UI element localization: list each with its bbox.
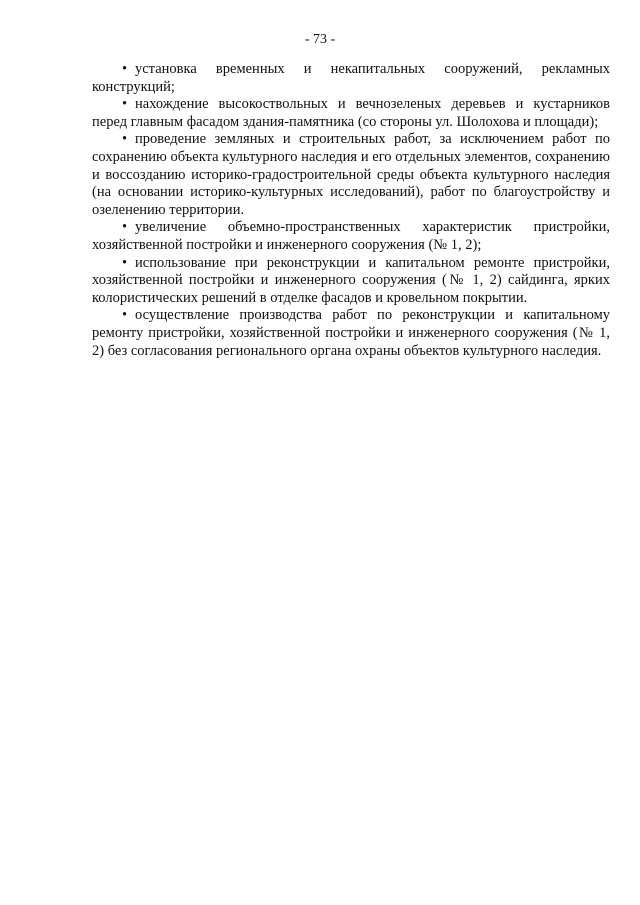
list-item <box>92 255 610 308</box>
bullet-icon: • <box>122 131 128 148</box>
list-item-text: установка временных и некапитальных сооружений, рекламных конструкций; <box>92 61 610 95</box>
list-item-text: осуществление производства работ по реконструкции и капитальному ремонту пристройки, хозяйственной постройки и инженерного сооружения (№ 1, 2) без согласования регионального органа охраны объектов культурного наследия. <box>92 307 610 359</box>
list-item-text: использование при реконструкции и капитальном ремонте пристройки, хозяйственной постройки и инженерного сооружения (№ 1, 2) сайдинга, ярких колористических решений в отделке фасадов и кровельном покрытии. <box>92 254 610 306</box>
list-item <box>92 131 610 219</box>
list-item <box>92 96 610 131</box>
bullet-icon: • <box>122 219 128 236</box>
list-item <box>92 219 610 254</box>
list-item-text: нахождение высокоствольных и вечнозеленых деревьев и кустарников перед главным фасадом здания-памятника (со стороны ул. Шолохова и площади); <box>92 96 610 130</box>
list-item-text: проведение земляных и строительных работ, за исключением работ по сохранению объекта культурного наследия и его отдельных элементов, сохранению и воссозданию историко-градостроительной среды объекта культурного наследия (на основании историко-культурных исследований), работ по благоустройству и озеленению территории. <box>92 131 610 218</box>
list-item <box>92 307 610 360</box>
list-item-text: увеличение объемно-пространственных характеристик пристройки, хозяйственной постройки и инженерного сооружения (№ 1, 2); <box>92 219 610 253</box>
bullet-icon: • <box>122 61 128 77</box>
page-number: - 73 - <box>304 32 336 47</box>
bullet-icon: • <box>122 307 128 324</box>
restrictions-list <box>92 61 610 360</box>
bullet-icon: • <box>122 96 128 113</box>
list-item <box>92 61 610 96</box>
bullet-icon: • <box>122 254 128 271</box>
